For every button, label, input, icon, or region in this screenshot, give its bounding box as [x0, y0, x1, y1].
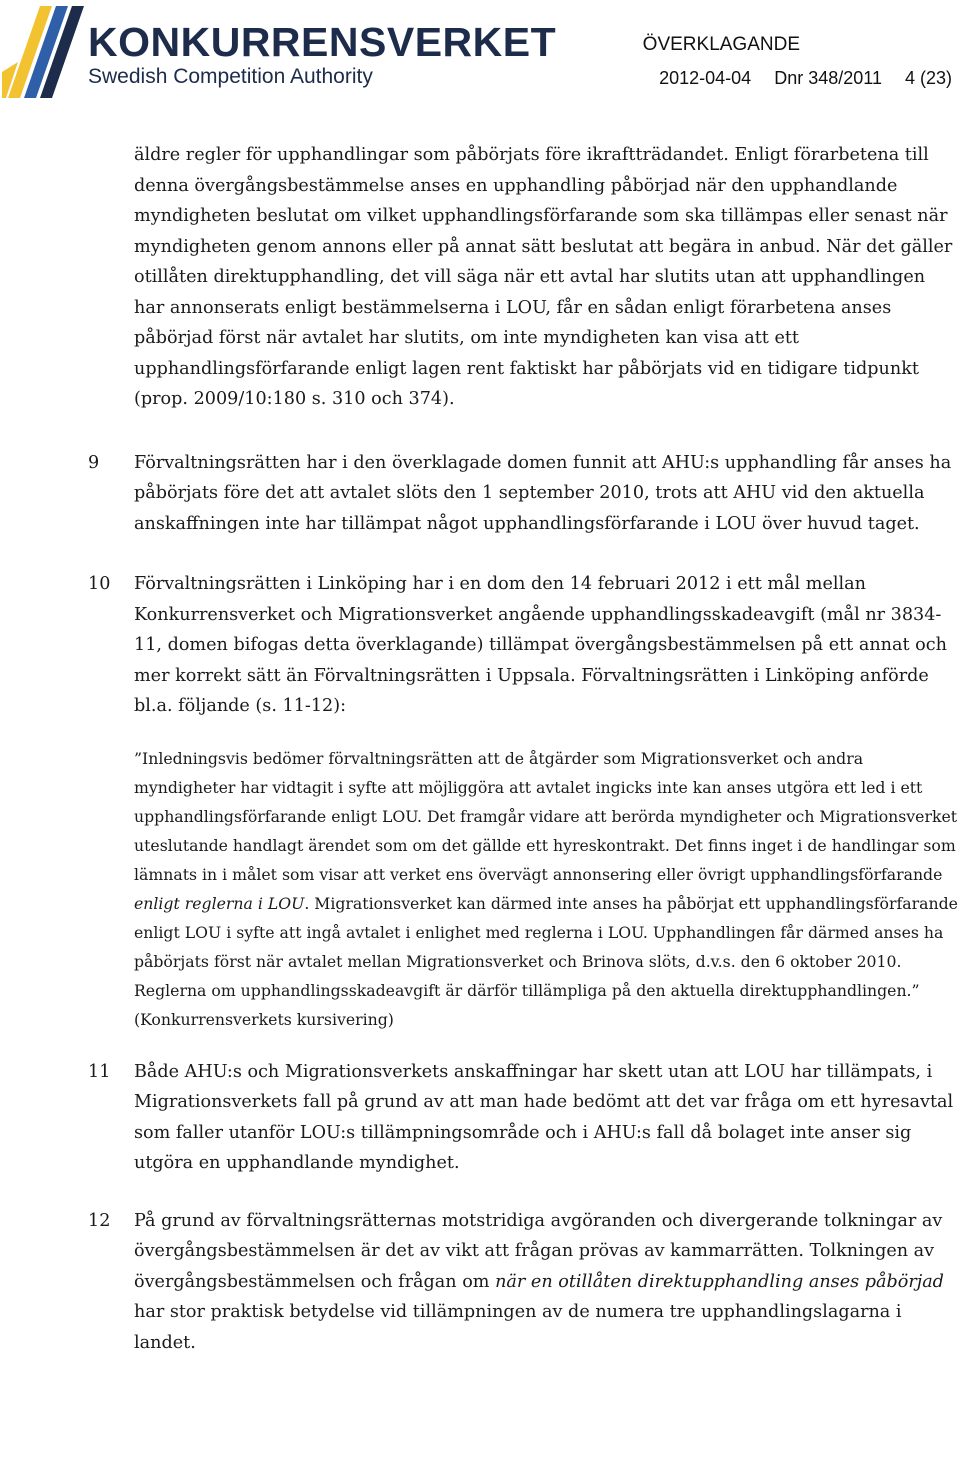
paragraph-10	[0, 569, 960, 722]
logo-stripes-icon	[2, 2, 84, 98]
paragraph-text: äldre regler för upphandlingar som påbörjats före ikraftträdandet. Enligt förarbetena till denna övergångsbestämmelse anses en upphandling påbörjad när den upphandlande myndigheten beslutat om vilket upphandlingsförfarande som ska tillämpas eller senast när myndigheten genom annons eller på annat sätt beslutat att begära in anbud. När det gäller otillåten direktupphandling, det vill säga när ett avtal har slutits utan att upphandlingen har annonserats enligt bestämmelserna i LOU, får en sådan enligt förarbetena anses påbörjad först när avtalet har slutits, om inte myndigheten kan visa att ett upphandlingsförfarande enligt lagen rent faktiskt har påbörjats vid en tidigare tidpunkt (prop. 2009/10:180 s. 310 och 374).	[134, 145, 953, 409]
paragraph-12	[0, 1206, 960, 1359]
paragraph-number: 10	[88, 574, 111, 594]
quote-text: ”Inledningsvis bedömer förvaltningsrätten att de åtgärder som Migrationsverket och andra myndigheter har vidtagit i syfte att möjliggöra att avtalet ingicks inte kan anses utgöra ett led i ett upphandlingsförfarande enligt LOU. Det framgår vidare att berörda myndigheter och Migrationsverket uteslutande handlagt ärendet som om det gällde ett hyreskontrakt. Det finns inget i de handlingar som lämnats in i målet som visar att verket ens övervägt annonsering eller övrigt upphandlingsförfarande	[134, 748, 958, 884]
document-meta	[659, 68, 952, 89]
paragraph-text: Förvaltningsrätten har i den överklagade domen funnit att AHU:s upphandling får anses ha påbörjats före det att avtalet slöts den 1 september 2010, trots att AHU vid den aktuella anskaffningen inte har tillämpat något upphandlingsförfarande i LOU över huvud taget.	[134, 452, 952, 534]
page-header	[0, 0, 960, 110]
paragraph-number: 12	[88, 1210, 111, 1231]
quote-text-continued: . Migrationsverket kan därmed inte anses ha påbörjat ett upphandlingsförfarande enligt LOU i syfte att ingå avtalet i enlighet med reglerna i LOU. Upphandlingen får därmed anses ha påbörjats först när avtalet mellan Migrationsverket och Brinova slöts, d.v.s. den 6 oktober 2010. Reglerna om upphandlingsskadeavgift är därför tillämpliga på den aktuella direktupphandlingen.” (Konkurrensverkets kursivering)	[134, 893, 958, 1029]
paragraph-text: Både AHU:s och Migrationsverkets anskaffningar har skett utan att LOU har tillämpats, i Migrationsverkets fall på grund av att man hade bedömt att det var fråga om ett hyresavtal som faller utanför LOU:s tillämpningsområde och i AHU:s fall då bolaget inte anser sig utgöra en upphandlande myndighet.	[134, 1061, 954, 1173]
paragraph-9	[0, 448, 960, 540]
paragraph-text-continued: har stor praktisk betydelse vid tillämpningen av de numera tre upphandlingslagarna i landet.	[134, 1302, 902, 1353]
paragraph-number: 11	[88, 1061, 111, 1082]
logo-wordmark: KONKURRENSVERKET	[88, 19, 557, 65]
document-body	[0, 140, 960, 1358]
block-quote	[0, 744, 960, 1034]
quote-italic-text: enligt reglerna i LOU	[134, 893, 305, 913]
document-dnr: Dnr 348/2011	[774, 68, 882, 88]
page-number: 4 (23)	[904, 68, 952, 88]
document-type: ÖVERKLAGANDE	[642, 34, 800, 55]
paragraph-number: 9	[88, 452, 100, 473]
paragraph-text: Förvaltningsrätten i Linköping har i en dom den 14 februari 2012 i ett mål mellan Konkurrensverket och Migrationsverket angående upphandlingsskadeavgift (mål nr 3834-11, domen bifogas detta överklagande) tillämpat övergångsbestämmelsen på ett annat och mer korrekt sätt än Förvaltningsrätten i Uppsala. Förvaltningsrätten i Linköping anförde bl.a. följande (s. 11-12):	[134, 574, 947, 716]
logo-subtitle: Swedish Competition Authority	[88, 65, 373, 88]
document-date: 2012-04-04	[659, 68, 752, 88]
continued-paragraph	[0, 140, 960, 415]
paragraph-italic-text: när en otillåten direktupphandling anses påbörjad	[495, 1271, 944, 1292]
paragraph-text: På grund av förvaltningsrätternas motstridiga avgöranden och divergerande tolkningar av övergångsbestämmelsen är det av vikt att frågan prövas av kammarrätten. Tolkningen av övergångsbestämmelsen och frågan om	[134, 1210, 943, 1292]
paragraph-11	[0, 1057, 960, 1179]
